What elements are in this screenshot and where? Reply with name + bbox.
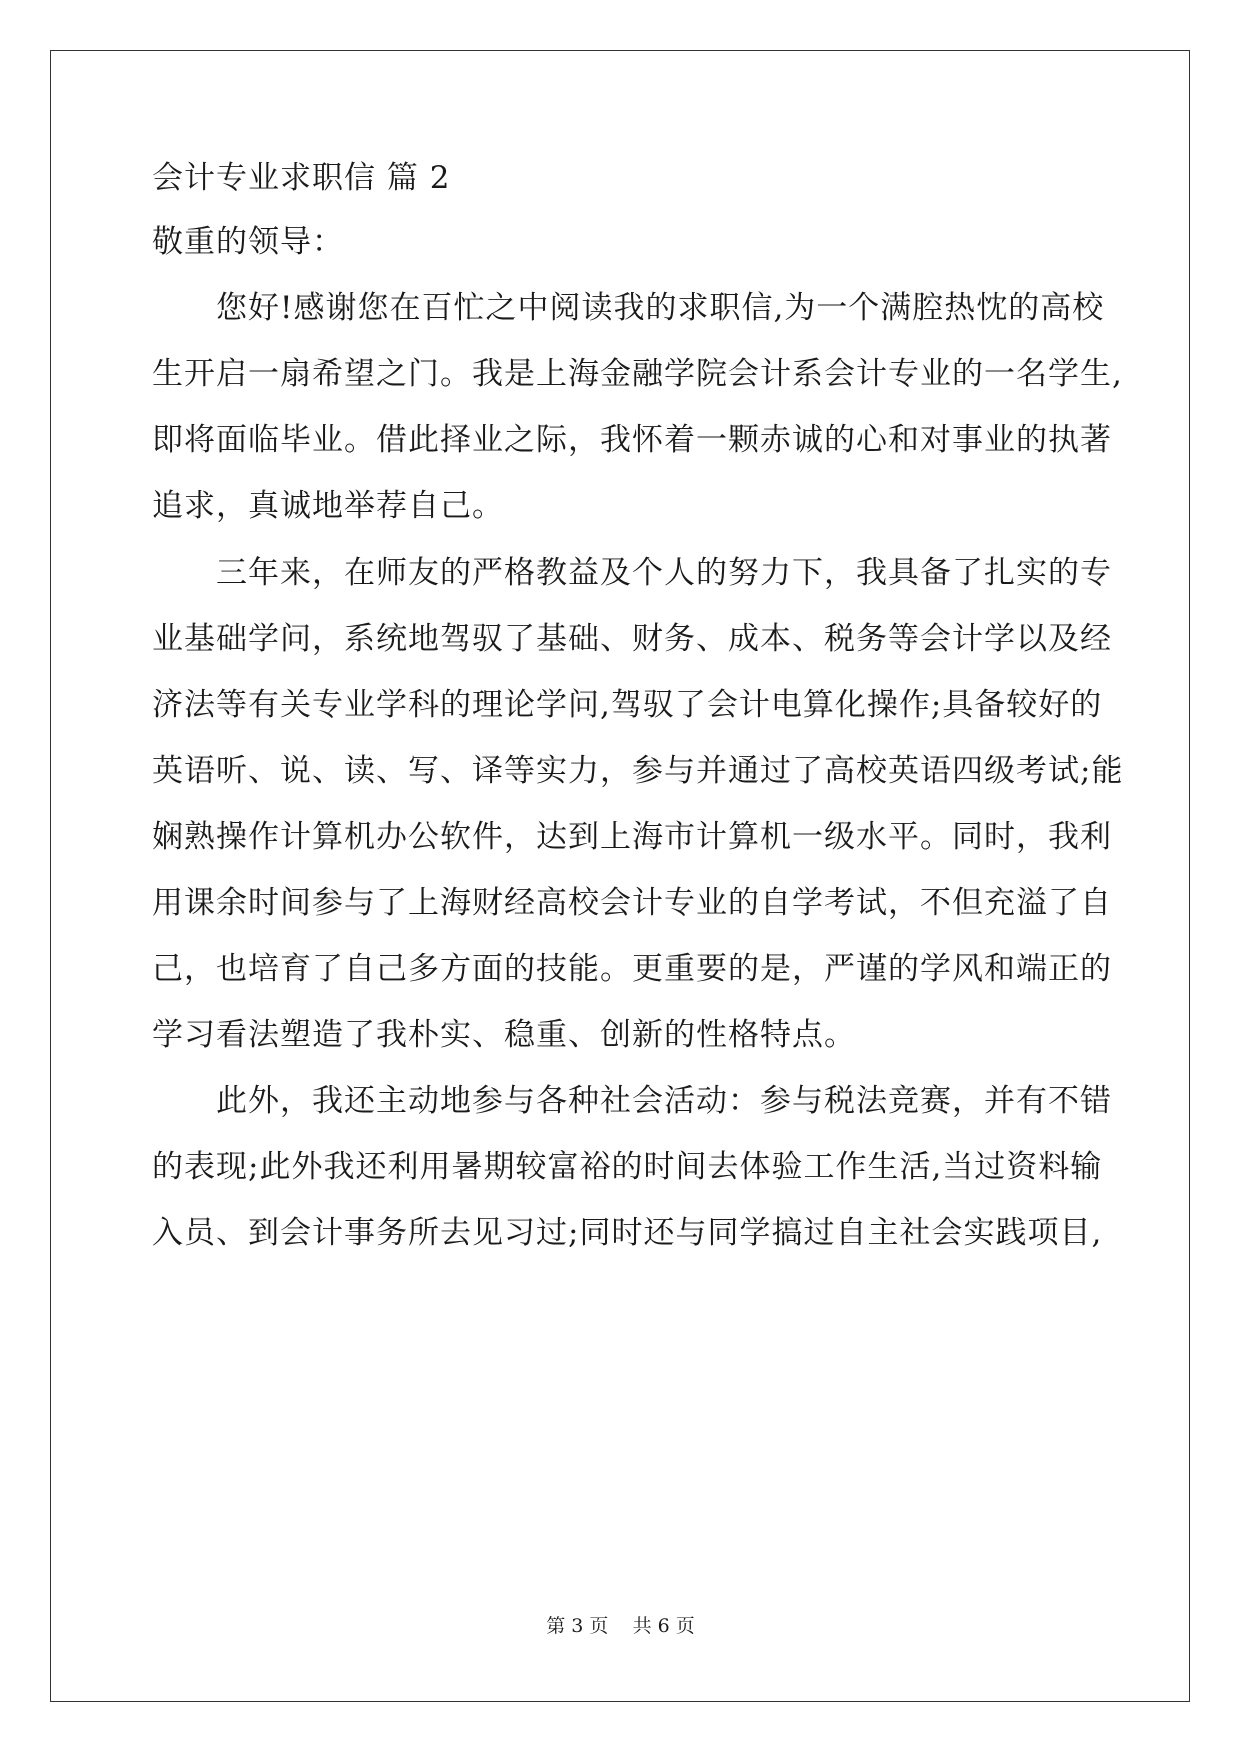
body-line-8: 英语听、说、读、写、译等实力，参与并通过了高校英语四级考试;能 [152,753,1124,789]
body-line-2: 生开启一扇希望之门。我是上海金融学院会计系会计专业的一名学生, [152,356,1123,392]
salutation: 敬重的领导： [152,224,344,260]
body-line-7: 济法等有关专业学科的理论学问,驾驭了会计电算化操作;具备较好的 [152,687,1103,723]
body-line-5: 三年来，在师友的严格教益及个人的努力下，我具备了扎实的专 [152,555,1112,591]
body-line-10: 用课余时间参与了上海财经高校会计专业的自学考试，不但充溢了自 [152,885,1112,921]
body-line-13: 此外，我还主动地参与各种社会活动：参与税法竞赛，并有不错 [152,1083,1112,1119]
body-line-11: 己，也培育了自己多方面的技能。更重要的是，严谨的学风和端正的 [152,951,1112,987]
body-line-15: 入员、到会计事务所去见习过;同时还与同学搞过自主社会实践项目, [152,1215,1103,1251]
body-line-4: 追求，真诚地举荐自己。 [152,488,504,524]
body-line-12: 学习看法塑造了我朴实、稳重、创新的性格特点。 [152,1017,856,1053]
page-number-footer: 第 3 页 共 6 页 [546,1615,695,1637]
body-line-6: 业基础学问，系统地驾驭了基础、财务、成本、税务等会计学以及经 [152,621,1112,657]
body-line-3: 即将面临毕业。借此择业之际，我怀着一颗赤诚的心和对事业的执著 [152,422,1112,458]
body-line-1: 您好!感谢您在百忙之中阅读我的求职信,为一个满腔热忱的高校 [152,290,1105,326]
body-line-14: 的表现;此外我还利用暑期较富裕的时间去体验工作生活,当过资料输 [152,1149,1103,1185]
body-line-9: 娴熟操作计算机办公软件，达到上海市计算机一级水平。同时，我利 [152,819,1112,855]
document-title: 会计专业求职信 篇 2 [152,160,451,196]
